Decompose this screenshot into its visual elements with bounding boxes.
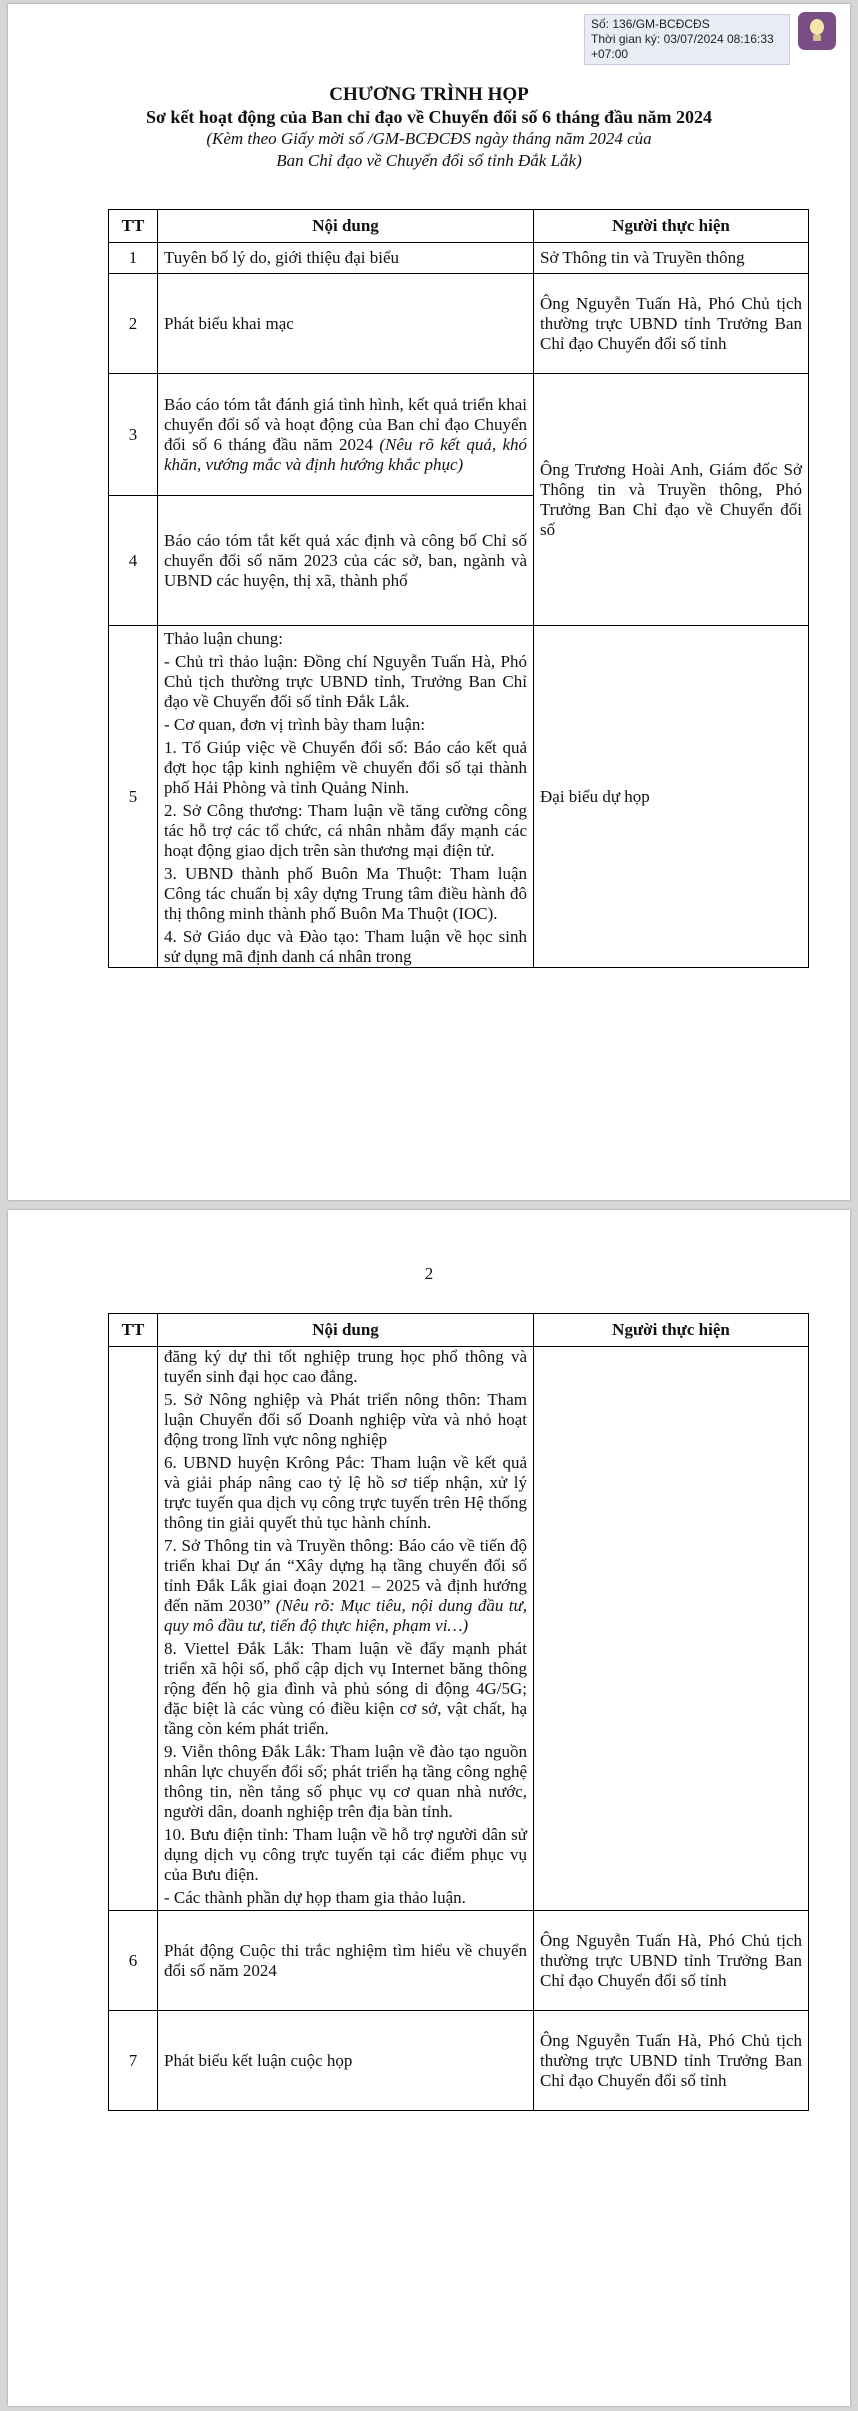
- column-header-tt: TT: [109, 1314, 158, 1347]
- discussion-intro: Thảo luận chung:: [164, 629, 283, 648]
- document-page-2: [8, 1210, 850, 2406]
- document-title: CHƯƠNG TRÌNH HỌP: [329, 84, 529, 105]
- table-row: [109, 626, 809, 968]
- presentation-item: 1. Tổ Giúp việc về Chuyển đổi số: Báo cáo kết quả đợt học tập kinh nghiệm về chuyển đổi số tại thành phố Hải Phòng và tỉnh Quảng Ninh.: [164, 738, 527, 797]
- presentation-item: 9. Viễn thông Đắk Lắk: Tham luận về đào tạo nguồn nhân lực chuyển đổi số; phát triển hạ tầng công nghệ thông tin, nền tảng số phục vụ cơ quan nhà nước, người dân, doanh nghiệp trên địa bàn tỉnh.: [164, 1742, 527, 1821]
- row-performer: Ông Nguyễn Tuấn Hà, Phó Chủ tịch thường trực UBND tỉnh Trưởng Ban Chỉ đạo Chuyển đổi số tỉnh: [534, 1911, 809, 2011]
- document-page-1: [8, 4, 850, 1200]
- row-content: Báo cáo tóm tắt kết quả xác định và công bố Chỉ số chuyển đổi số năm 2023 của các sở, ban, ngành và UBND các huyện, thị xã, thành phố: [158, 496, 534, 626]
- table-row: [109, 374, 809, 496]
- row-number-empty: [109, 1347, 158, 1911]
- presentation-item-text: 7. Sở Thông tin và Truyền thông: Báo cáo về tiến độ triển khai Dự án “Xây dựng hạ tầng chuyển đổi số tỉnh Đắk Lắk giai đoạn 2021 – 2025 và định hướng đến năm 2030”: [164, 1536, 527, 1615]
- discussion-presenters: - Cơ quan, đơn vị trình bày tham luận:: [164, 715, 426, 734]
- row-performer-empty: [534, 1347, 809, 1911]
- lightbulb-icon[interactable]: [798, 12, 836, 50]
- document-header: [8, 84, 850, 172]
- column-header-tt: TT: [109, 210, 158, 243]
- row-performer: Ông Nguyễn Tuấn Hà, Phó Chủ tịch thường trực UBND tỉnh Trưởng Ban Chỉ đạo Chuyển đổi số tỉnh: [534, 274, 809, 374]
- signing-time: Thời gian ký: 03/07/2024 08:16:33 +07:00: [591, 32, 774, 61]
- row-number: 7: [109, 2011, 158, 2111]
- row-performer: Ông Trương Hoài Anh, Giám đốc Sở Thông tin và Truyền thông, Phó Trưởng Ban Chỉ đạo về Chuyển đổi số: [534, 374, 809, 626]
- presentation-item: 3. UBND thành phố Buôn Ma Thuột: Tham luận Công tác chuẩn bị xây dựng Trung tâm điều hành đô thị thông minh thành phố Buôn Ma Thuột (IOC).: [164, 864, 527, 923]
- schedule-table-continued: [108, 1313, 809, 2111]
- row-number: 4: [109, 496, 158, 626]
- presentation-item: 6. UBND huyện Krông Pắc: Tham luận về kết quả và giải pháp nâng cao tỷ lệ hồ sơ tiếp nhận, xử lý trực tuyến qua dịch vụ công trực tuyến trên Hệ thống thông tin giải quyết thủ tục hành chính.: [164, 1453, 527, 1532]
- discussion-closing: - Các thành phần dự họp tham gia thảo luận.: [164, 1888, 466, 1907]
- document-subtitle: Sơ kết hoạt động của Ban chỉ đạo về Chuyển đổi số 6 tháng đầu năm 2024: [145, 107, 713, 127]
- row-number: 1: [109, 243, 158, 274]
- row-content-text: Báo cáo tóm tắt đánh giá tình hình, kết quả triển khai chuyển đổi số và hoạt động của Ban chỉ đạo Chuyển đổi số 6 tháng đầu năm 2024: [164, 394, 527, 454]
- signature-stamp: [584, 14, 790, 65]
- row-number: 2: [109, 274, 158, 374]
- row-content: Phát biểu kết luận cuộc họp: [158, 2011, 534, 2111]
- row-number: 3: [109, 374, 158, 496]
- table-row: [109, 243, 809, 274]
- row-content-note: (Nêu rõ kết quả, khó khăn, vướng mắc và định hướng khắc phục): [164, 434, 527, 474]
- presentation-item: 2. Sở Công thương: Tham luận về tăng cường công tác hỗ trợ các tổ chức, cá nhân nhằm đẩy mạnh các hoạt động giao dịch trên sàn thương mại điện tử.: [164, 801, 527, 860]
- row-content: Tuyên bố lý do, giới thiệu đại biểu: [158, 243, 534, 274]
- document-number: Số: 136/GM-BCĐCĐS: [591, 17, 710, 31]
- table-row: [109, 2011, 809, 2111]
- row-content: [158, 374, 534, 496]
- presentation-item: 8. Viettel Đắk Lắk: Tham luận về đẩy mạnh phát triển xã hội số, phổ cập dịch vụ Internet băng thông rộng đến hộ gia đình và phủ sóng di động 4G/5G; đặc biệt là các vùng có điều kiện cơ sở, vật chất, hạ tầng còn kém phát triển.: [164, 1639, 527, 1738]
- row-performer: Đại biểu dự họp: [534, 626, 809, 968]
- row-number: 6: [109, 1911, 158, 2011]
- presentation-item: 5. Sở Nông nghiệp và Phát triển nông thôn: Tham luận Chuyển đổi số Doanh nghiệp vừa và nhỏ hoạt động trong lĩnh vực nông nghiệp: [164, 1390, 527, 1449]
- row-content: Phát động Cuộc thi trắc nghiệm tìm hiểu về chuyển đổi số năm 2024: [158, 1911, 534, 2011]
- table-row: [109, 1347, 809, 1911]
- row-performer: Ông Nguyễn Tuấn Hà, Phó Chủ tịch thường trực UBND tỉnh Trưởng Ban Chỉ đạo Chuyển đổi số tỉnh: [534, 2011, 809, 2111]
- row-content: [158, 1347, 534, 1911]
- schedule-table: [108, 209, 809, 968]
- discussion-chair: - Chủ trì thảo luận: Đồng chí Nguyễn Tuấn Hà, Phó Chủ tịch thường trực UBND tỉnh, Trưởng Ban Chỉ đạo về Chuyển đổi số tỉnh Đắk Lắk.: [164, 652, 527, 711]
- table-row: [109, 1911, 809, 2011]
- row-performer: Sở Thông tin và Truyền thông: [534, 243, 809, 274]
- row-number: 5: [109, 626, 158, 968]
- row-content: [158, 626, 534, 968]
- column-header-performer: Người thực hiện: [534, 210, 809, 243]
- table-header-row: [109, 210, 809, 243]
- presentation-item-note: (Nêu rõ: Mục tiêu, nội dung đầu tư, quy mô đầu tư, tiến độ thực hiện, phạm vi…): [164, 1596, 527, 1635]
- document-note-line1: (Kèm theo Giấy mời số /GM-BCĐCĐS ngày tháng năm 2024 của: [206, 129, 652, 148]
- presentation-item: đăng ký dự thi tốt nghiệp trung học phổ thông và tuyển sinh đại học cao đẳng.: [164, 1347, 527, 1386]
- presentation-item: [164, 1536, 527, 1636]
- column-header-performer: Người thực hiện: [534, 1314, 809, 1347]
- row-content: Phát biểu khai mạc: [158, 274, 534, 374]
- presentation-item: 10. Bưu điện tỉnh: Tham luận về hỗ trợ người dân sử dụng dịch vụ công trực tuyến tại các điểm phục vụ của Bưu điện.: [164, 1825, 527, 1884]
- table-row: [109, 274, 809, 374]
- column-header-content: Nội dung: [158, 210, 534, 243]
- table-header-row: [109, 1314, 809, 1347]
- document-note-line2: Ban Chỉ đạo về Chuyển đổi số tỉnh Đắk Lắk): [276, 151, 582, 170]
- column-header-content: Nội dung: [158, 1314, 534, 1347]
- presentation-item: 4. Sở Giáo dục và Đào tạo: Tham luận về học sinh sử dụng mã định danh cá nhân trong: [164, 927, 527, 966]
- page-number: 2: [424, 1264, 434, 1283]
